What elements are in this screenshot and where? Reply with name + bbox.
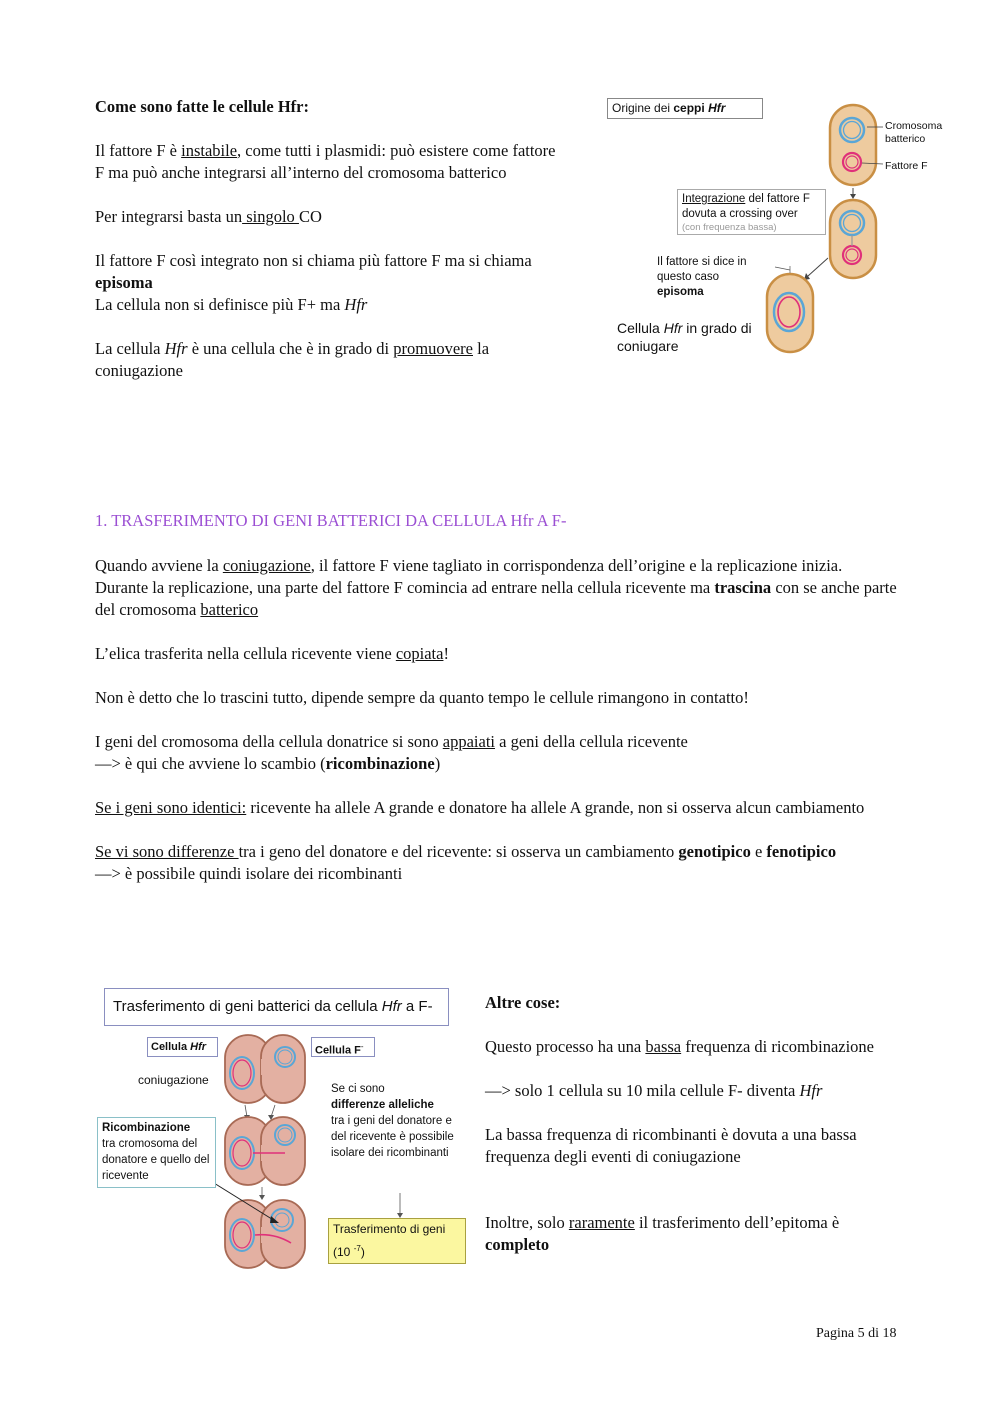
label-trasferimento-box: Trasferimento di geni (10 $^{-7}$) [328, 1218, 466, 1264]
figure2-title: Trasferimento di geni batterici da cellula Hfr a F- [104, 988, 449, 1026]
label-freq: (con frequenza bassa) [682, 222, 777, 233]
label-cromosoma: Cromosoma batterico [885, 120, 943, 145]
section1-para3: Il fattore F così integrato non si chiama più fattore F ma si chiama episoma [95, 251, 532, 292]
section2-para3: L’elica trasferita nella cellula ricevente viene copiata! [95, 644, 449, 663]
label-differenze: Se ci sono differenze alleliche tra i geni del donatore e del ricevente è possibile isolare dei ricombinanti [331, 1083, 454, 1159]
figure1-title: Origine dei ceppi Hfr [607, 98, 763, 119]
conjugation-pair-3 [225, 1200, 305, 1268]
section2-heading: 1. TRASFERIMENTO DI GENI BATTERICI DA CELLULA Hfr A F- [95, 511, 567, 530]
section3-title: Altre cose: [485, 993, 561, 1012]
section2-para4: Non è detto che lo trascini tutto, dipende sempre da quanto tempo le cellule rimangono in contatto! [95, 688, 749, 707]
section1-para2: Per integrarsi basta un singolo CO [95, 207, 322, 226]
conjugation-pair-2 [225, 1117, 305, 1185]
page-number: Pagina 5 di 18 [816, 1326, 897, 1341]
label-ricombinazione: Ricombinazione tra cromosoma del donatore e quello del ricevente [102, 1122, 210, 1182]
section3-para2: —> solo 1 cellula su 10 mila cellule F- diventa Hfr [485, 1081, 823, 1100]
section2-para2: Durante la replicazione, una parte del fattore F comincia ad entrare nella cellula ricevente ma trascina con se anche parte del cromosoma batterico [95, 578, 897, 619]
section1-title: Come sono fatte le cellule Hfr: [95, 97, 309, 116]
label-cellula-hfr: Cellula Hfr [147, 1037, 218, 1057]
label-fattore: Fattore F [885, 160, 928, 172]
section1-para5: La cellula Hfr è una cellula che è in grado di promuovere la coniugazione [95, 339, 490, 380]
section2-para1: Quando avviene la coniugazione, il fattore F viene tagliato in corrispondenza dell’origine e la replicazione inizia. [95, 556, 843, 575]
section3-para1: Questo processo ha una bassa frequenza di ricombinazione [485, 1037, 875, 1056]
cell-integrating [830, 200, 876, 278]
label-cellula-fminus: Cellula F- [311, 1037, 375, 1057]
section2-text [95, 555, 905, 885]
label-integrazione: Integrazione del fattore F dovuta a crossing over (con frequenza bassa) [682, 192, 827, 234]
cell-f-plus [830, 105, 876, 185]
label-episoma: Il fattore si dice in questo caso episoma [657, 256, 747, 298]
section3-para4: Inoltre, solo raramente il trasferimento dell’epitoma è completo [485, 1213, 840, 1254]
conjugation-pair-1 [225, 1035, 305, 1103]
section2-para9: —> è possibile quindi isolare dei ricombinanti [95, 864, 403, 883]
section1-para1: Il fattore F è instabile, come tutti i plasmidi: può esistere come fattore F ma può anche integrarsi all’interno del cromosoma batterico [95, 141, 556, 182]
section2-para8: Se vi sono differenze tra i geno del donatore e del ricevente: si osserva un cambiamento genotipico e fenotipico [95, 842, 837, 861]
section1-para4: La cellula non si definisce più F+ ma Hfr [95, 295, 368, 314]
label-hfr-coniugare: Cellula Hfr in grado di coniugare [617, 320, 752, 354]
section2-para6: —> è qui che avviene lo scambio (ricombinazione) [95, 754, 441, 773]
section1-text [95, 96, 565, 382]
figure-hfr-origin [600, 90, 960, 360]
figure-gene-transfer [95, 985, 470, 1280]
section2-para7: Se i geni sono identici: ricevente ha allele A grande e donatore ha allele A grande, non si osserva alcun cambiamento [95, 798, 865, 817]
label-coniugazione: coniugazione [138, 1073, 209, 1087]
section3-para3: La bassa frequenza di ricombinanti è dovuta a una bassa frequenza degli eventi di coniugazione [485, 1125, 857, 1166]
cell-hfr [767, 274, 813, 352]
section3-text [485, 992, 905, 1256]
section2-para5: I geni del cromosoma della cellula donatrice si sono appaiati a geni della cellula ricevente [95, 732, 688, 751]
